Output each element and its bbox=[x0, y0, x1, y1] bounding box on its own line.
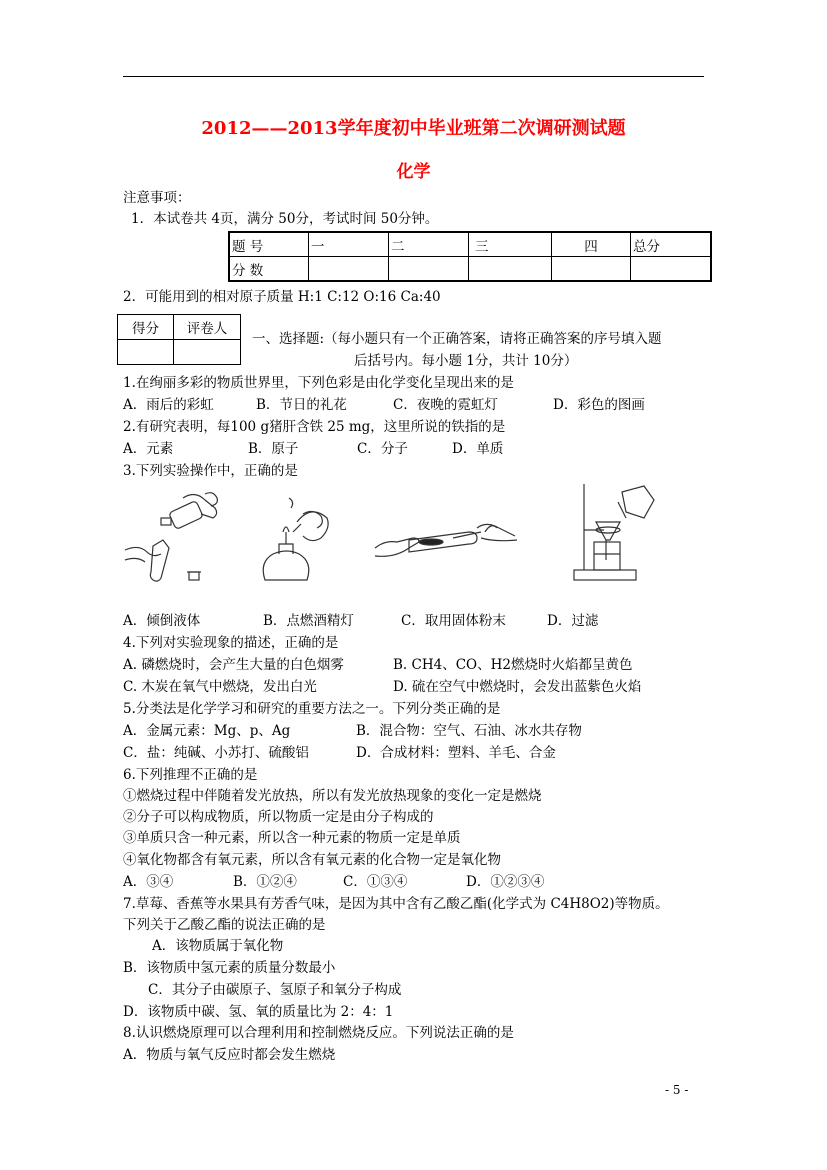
score-table bbox=[228, 231, 712, 282]
question-3-option-d: D．过滤 bbox=[547, 613, 599, 629]
question-6-option-c: C．①③④ bbox=[343, 874, 408, 890]
filtration-illustration bbox=[572, 482, 657, 584]
question-7-option-d: D．该物质中碳、氢、氧的质量比为 2：4：1 bbox=[123, 1004, 394, 1020]
notes-item-1: 1．本试卷共 4页，满分 50分，考试时间 50分钟。 bbox=[131, 211, 439, 227]
grader-name-label: 评卷人 bbox=[174, 315, 241, 340]
question-2-option-c: C．分子 bbox=[357, 441, 408, 457]
question-6-option-d: D．①②③④ bbox=[466, 874, 545, 890]
question-4-option-d: D. 硫在空气中燃烧时，会发出蓝紫色火焰 bbox=[393, 679, 642, 695]
question-1-option-c: C．夜晚的霓虹灯 bbox=[393, 397, 498, 413]
question-2-option-b: B．原子 bbox=[248, 441, 299, 457]
question-3-option-c: C．取用固体粉末 bbox=[401, 613, 506, 629]
question-3-option-a: A．倾倒液体 bbox=[123, 613, 201, 629]
score-cell bbox=[309, 257, 389, 282]
question-5-option-b: B．混合物：空气、石油、冰水共存物 bbox=[356, 723, 582, 739]
score-cell bbox=[469, 257, 552, 282]
score-cell bbox=[631, 257, 712, 282]
section-1-instruction-line1: 一、选择题:（每小题只有一个正确答案，请将正确答案的序号填入题 bbox=[252, 331, 662, 347]
question-6-statement-4: ④氧化物都含有氧元素，所以含有氧元素的化合物一定是氧化物 bbox=[123, 852, 501, 868]
score-header-3: 三 bbox=[469, 232, 552, 257]
alcohol-lamp-illustration bbox=[253, 492, 333, 587]
question-6-option-a: A．③④ bbox=[123, 874, 174, 890]
notes-item-2: 2．可能用到的相对原子质量 H:1 C:12 O:16 Ca:40 bbox=[123, 289, 441, 305]
question-3-option-b: B．点燃酒精灯 bbox=[263, 613, 354, 629]
exam-title: 2012——2013学年度初中毕业班第二次调研测试题 bbox=[201, 118, 626, 139]
question-7-option-b: B．该物质中氢元素的质量分数最小 bbox=[123, 960, 336, 976]
question-5-option-a: A．金属元素：Mg、p、Ag bbox=[123, 723, 291, 739]
question-6-statement-2: ②分子可以构成物质，所以物质一定是由分子构成的 bbox=[123, 809, 434, 825]
solid-powder-illustration bbox=[373, 512, 518, 570]
score-row-label: 分 数 bbox=[229, 257, 309, 282]
section-1-instruction-line2: 后括号内。每小题 1分，共计 10分） bbox=[354, 353, 578, 369]
score-cell bbox=[389, 257, 469, 282]
grader-table bbox=[117, 314, 241, 365]
grader-score-cell bbox=[118, 340, 174, 365]
question-4-option-c: C. 木炭在氧气中燃烧，发出白光 bbox=[123, 679, 317, 695]
score-header-total: 总分 bbox=[631, 232, 712, 257]
question-3: 3.下列实验操作中，正确的是 bbox=[123, 463, 298, 479]
notes-heading: 注意事项： bbox=[123, 190, 191, 206]
question-8-option-a: A．物质与氧气反应时都会发生燃烧 bbox=[123, 1047, 336, 1063]
question-4-option-b: B. CH4、CO、H2燃烧时火焰都呈黄色 bbox=[393, 657, 633, 673]
question-1-option-d: D．彩色的图画 bbox=[553, 397, 645, 413]
grader-name-cell bbox=[174, 340, 241, 365]
question-1-option-b: B．节日的礼花 bbox=[256, 397, 347, 413]
question-6: 6.下列推理不正确的是 bbox=[123, 767, 258, 783]
question-7-line-1: 7.草莓、香蕉等水果具有芳香气味，是因为其中含有乙酸乙酯(化学式为 C4H8O2)等物质。 bbox=[123, 896, 669, 912]
score-header-2: 二 bbox=[389, 232, 469, 257]
question-6-option-b: B．①②④ bbox=[233, 874, 297, 890]
question-2-option-d: D．单质 bbox=[452, 441, 504, 457]
question-5: 5.分类法是化学学习和研究的重要方法之一。下列分类正确的是 bbox=[123, 701, 501, 717]
page-number: - 5 - bbox=[665, 1083, 689, 1097]
score-header-4: 四 bbox=[552, 232, 631, 257]
question-5-option-c: C．盐：纯碱、小苏打、硫酸铝 bbox=[123, 745, 309, 761]
score-header-1: 一 bbox=[309, 232, 389, 257]
question-7-option-c: C．其分子由碳原子、氢原子和氧分子构成 bbox=[148, 982, 402, 998]
question-2-option-a: A．元素 bbox=[123, 441, 174, 457]
question-8: 8.认识燃烧原理可以合理利用和控制燃烧反应。下列说法正确的是 bbox=[123, 1025, 514, 1041]
question-1: 1.在绚丽多彩的物质世界里，下列色彩是由化学变化呈现出来的是 bbox=[123, 375, 514, 391]
question-6-statement-3: ③单质只含一种元素，所以含一种元素的物质一定是单质 bbox=[123, 830, 461, 846]
question-4: 4.下列对实验现象的描述，正确的是 bbox=[123, 635, 339, 651]
question-7-option-a: A．该物质属于氧化物 bbox=[152, 938, 284, 954]
question-4-option-a: A. 磷燃烧时，会产生大量的白色烟雾 bbox=[123, 657, 344, 673]
question-2: 2.有研究表明，每100 g猪肝含铁 25 mg，这里所说的铁指的是 bbox=[123, 419, 506, 435]
header-rule bbox=[123, 76, 704, 77]
subject-title: 化学 bbox=[396, 162, 431, 182]
question-5-option-d: D．合成材料：塑料、羊毛、合金 bbox=[356, 745, 556, 761]
score-header-label: 题 号 bbox=[229, 232, 309, 257]
score-cell bbox=[552, 257, 631, 282]
pouring-liquid-illustration bbox=[123, 488, 228, 583]
question-6-statement-1: ①燃烧过程中伴随着发光放热，所以有发光放热现象的变化一定是燃烧 bbox=[123, 788, 542, 804]
question-1-option-a: A．雨后的彩虹 bbox=[123, 397, 214, 413]
question-7-line-2: 下列关于乙酸乙酯的说法正确的是 bbox=[123, 917, 326, 933]
grader-score-label: 得分 bbox=[118, 315, 174, 340]
